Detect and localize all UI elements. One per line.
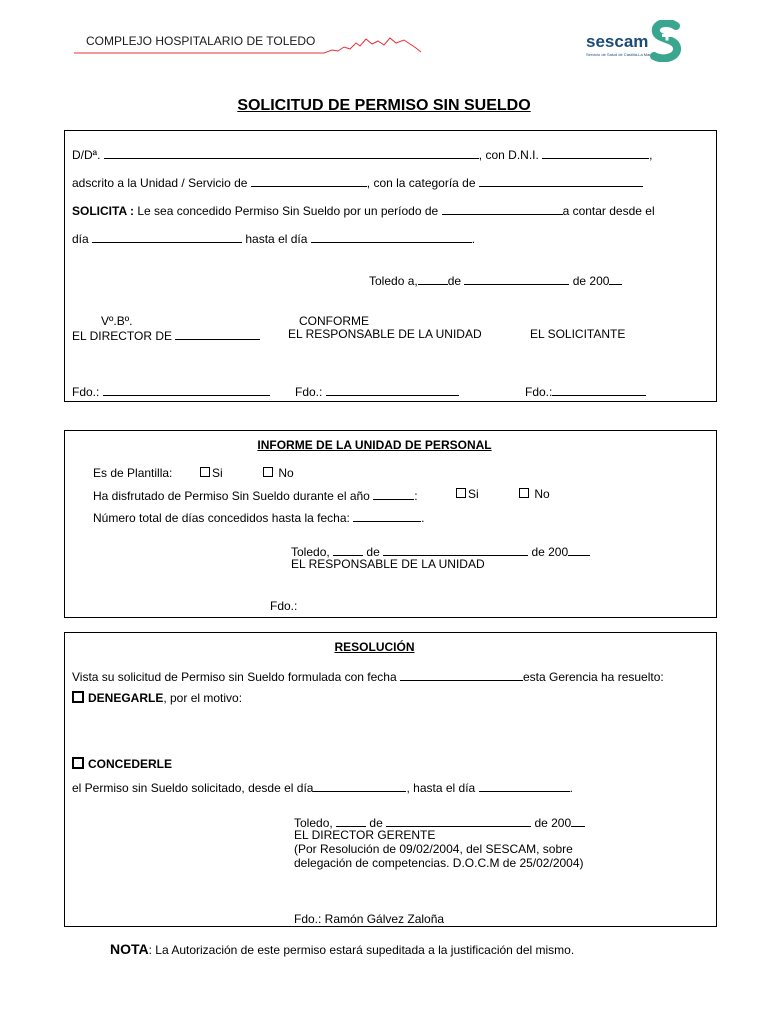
- unidad-field[interactable]: [251, 175, 367, 187]
- numero-dias-field[interactable]: [353, 510, 421, 522]
- date-year-field[interactable]: [609, 273, 622, 285]
- sescam-logo-text: sescam: [586, 32, 649, 51]
- plantilla-no-option[interactable]: No: [263, 467, 294, 479]
- concederle-option[interactable]: CONCEDERLE: [72, 757, 172, 770]
- fdo-director: Fdo.:: [72, 384, 270, 398]
- denegarle-option[interactable]: DENEGARLE, por el motivo:: [72, 691, 242, 704]
- resolucion-day-field[interactable]: [336, 815, 366, 827]
- sescam-logo-icon: [650, 20, 682, 62]
- anio-field[interactable]: [373, 488, 414, 500]
- skyline-decoration: [74, 30, 426, 56]
- informe-day-field[interactable]: [333, 544, 363, 556]
- fecha-solicitud-field[interactable]: [400, 669, 523, 681]
- disfrutado-no-checkbox[interactable]: [519, 488, 529, 498]
- date-month-field[interactable]: [464, 273, 569, 285]
- informe-fdo: Fdo.:: [270, 599, 298, 613]
- disfrutado-si-option[interactable]: Si: [456, 488, 479, 500]
- page-title: SOLICITUD DE PERMISO SIN SUELDO: [237, 97, 531, 114]
- por-resolucion-text: (Por Resolución de 09/02/2004, del SESCAM, sobre: [294, 842, 573, 856]
- request-section: [64, 130, 717, 402]
- fdo-director-field[interactable]: [103, 384, 270, 396]
- informe-year-field[interactable]: [568, 544, 590, 556]
- delegacion-text: delegación de competencias. D.O.C.M de 25/02/2004): [294, 856, 584, 870]
- plantilla-si-option[interactable]: Si: [200, 467, 223, 479]
- resolucion-date-line: Toledo, de de 200: [294, 815, 585, 829]
- conforme-label: CONFORME: [299, 314, 369, 328]
- vobo-label: Vº.Bº.: [101, 314, 133, 328]
- resolucion-year-field[interactable]: [571, 815, 585, 827]
- request-line-4: día hasta el día .: [72, 232, 476, 246]
- periodo-field[interactable]: [442, 203, 563, 215]
- plantilla-no-checkbox[interactable]: [263, 467, 273, 477]
- sescam-logo-subtitle: Servicio de Salud de Castilla-La Mancha: [586, 52, 659, 57]
- disfrutado-si-checkbox[interactable]: [456, 488, 466, 498]
- informe-title: INFORME DE LA UNIDAD DE PERSONAL: [257, 438, 492, 452]
- fdo-solicitante: Fdo.:: [525, 384, 646, 398]
- request-line-1: D/Dª. , con D.N.I. ,: [72, 148, 653, 162]
- request-line-3: SOLICITA : Le sea concedido Permiso Sin Sueldo por un período de a contar desde el: [72, 204, 655, 218]
- categoria-field[interactable]: [479, 175, 643, 187]
- director-de-line: EL DIRECTOR DE: [72, 328, 260, 342]
- informe-month-field[interactable]: [383, 544, 528, 556]
- permiso-line: el Permiso sin Sueldo solicitado, desde el día , hasta el día .: [72, 781, 573, 795]
- resolucion-desde-field[interactable]: [313, 780, 406, 792]
- fdo-responsable-field[interactable]: [326, 384, 459, 396]
- plantilla-line: Es de Plantilla:: [93, 466, 173, 480]
- fdo-responsable: Fdo.:: [295, 384, 459, 398]
- desde-dia-field[interactable]: [92, 231, 242, 243]
- resolucion-hasta-field[interactable]: [479, 780, 570, 792]
- request-date-line: Toledo a, de de 200: [369, 273, 622, 287]
- date-day-field[interactable]: [418, 273, 448, 285]
- denegarle-checkbox[interactable]: [72, 691, 84, 703]
- informe-responsable-label: EL RESPONSABLE DE LA UNIDAD: [291, 557, 485, 571]
- resolucion-fdo: Fdo.: Ramón Gálvez Zaloña: [294, 912, 445, 926]
- director-gerente-label: EL DIRECTOR GERENTE: [294, 828, 436, 842]
- informe-date-line: Toledo, de de 200: [291, 544, 590, 558]
- hasta-dia-field[interactable]: [311, 231, 472, 243]
- responsable-label: EL RESPONSABLE DE LA UNIDAD: [288, 327, 482, 341]
- disfrutado-no-option[interactable]: No: [519, 488, 550, 500]
- concederle-checkbox[interactable]: [72, 757, 84, 769]
- hospital-name: COMPLEJO HOSPITALARIO DE TOLEDO: [86, 34, 316, 48]
- plantilla-si-checkbox[interactable]: [200, 467, 210, 477]
- resolucion-title: RESOLUCIÓN: [334, 640, 415, 654]
- disfrutado-line: Ha disfrutado de Permiso Sin Sueldo durante el año :: [93, 489, 418, 503]
- name-field[interactable]: [104, 147, 479, 159]
- director-de-field[interactable]: [175, 328, 260, 340]
- solicitante-label: EL SOLICITANTE: [530, 327, 626, 341]
- numero-dias-line: Número total de días concedidos hasta la fecha: .: [93, 511, 425, 525]
- dni-field[interactable]: [542, 147, 649, 159]
- nota-line: NOTA: La Autorización de este permiso estará supeditada a la justificación del mismo.: [110, 941, 575, 957]
- vista-line: Vista su solicitud de Permiso sin Sueldo formulada con fecha esta Gerencia ha resuelto:: [72, 670, 664, 684]
- request-line-2: adscrito a la Unidad / Servicio de , con la categoría de: [72, 175, 643, 189]
- fdo-solicitante-field[interactable]: [552, 384, 646, 396]
- resolucion-month-field[interactable]: [386, 815, 531, 827]
